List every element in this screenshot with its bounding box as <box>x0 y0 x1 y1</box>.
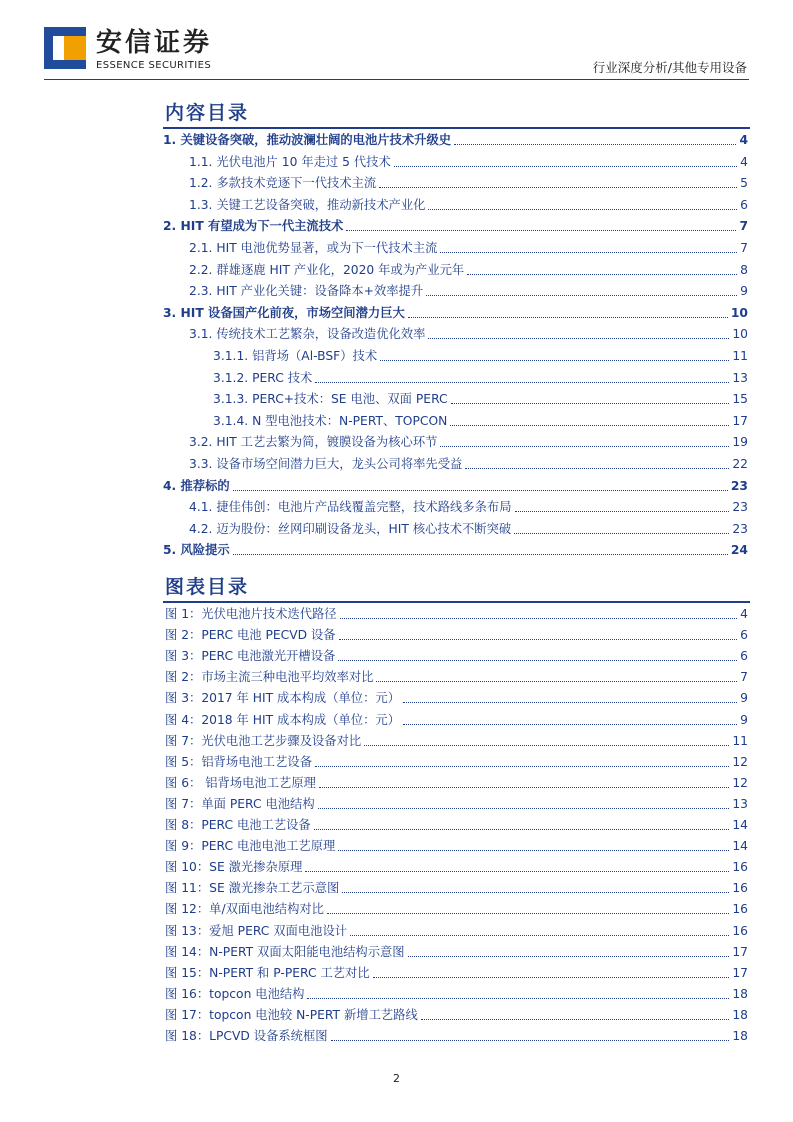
toc-entry-page: 24 <box>730 543 748 558</box>
figure-entry-label: 图 6： 铝背场电池工艺原理 <box>165 775 316 790</box>
figure-entry-page: 7 <box>740 670 748 685</box>
toc-entry-label: 2.3. HIT 产业化关键：设备降本+效率提升 <box>189 284 424 299</box>
dot-leader <box>454 144 736 145</box>
toc-entry-label: 1.2. 多款技术竞逐下一代技术主流 <box>189 176 377 191</box>
figure-entry-label: 图 2：PERC 电池 PECVD 设备 <box>165 628 336 643</box>
figure-entry-label: 图 15：N-PERT 和 P-PERC 工艺对比 <box>165 965 370 980</box>
dot-leader <box>233 490 728 491</box>
figure-entry-label: 图 18：LPCVD 设备系统框图 <box>165 1029 328 1043</box>
toc-entry-page: 4 <box>739 133 748 147</box>
dot-leader <box>338 850 729 851</box>
dot-leader <box>467 274 737 275</box>
dot-leader <box>307 998 729 999</box>
toc-entry[interactable] <box>163 497 748 515</box>
dot-leader <box>315 382 729 383</box>
dot-leader <box>451 403 730 404</box>
figure-entry-page: 6 <box>740 628 748 643</box>
figure-entry-page: 9 <box>740 712 748 727</box>
toc-entry-page: 7 <box>740 241 748 255</box>
dot-leader <box>465 468 729 469</box>
dot-leader <box>319 787 729 788</box>
figure-entry[interactable] <box>163 731 748 749</box>
dot-leader <box>364 745 729 746</box>
dot-leader <box>318 808 730 809</box>
figure-entry[interactable] <box>163 794 748 812</box>
toc-entry-label: 3.1.4. N 型电池技术：N-PERT、TOPCON <box>213 413 448 428</box>
figure-entry-label: 图 4：2018 年 HIT 成本构成（单位：元） <box>165 712 400 727</box>
logo-english-name: ESSENCE SECURITIES <box>96 60 212 71</box>
page-header <box>0 0 793 80</box>
figure-entry-page: 9 <box>740 691 748 706</box>
toc-entry[interactable] <box>163 216 748 234</box>
toc-entry-label: 3. HIT 设备国产化前夜，市场空间潜力巨大 <box>163 305 405 320</box>
figure-entry[interactable] <box>163 710 748 728</box>
figure-entry-label: 图 11：SE 激光掺杂工艺示意图 <box>165 881 340 896</box>
toc-entry[interactable] <box>163 454 748 472</box>
logo-chinese-name: 安信证券 <box>96 28 213 58</box>
toc-entry[interactable] <box>163 476 748 494</box>
dot-leader <box>450 425 729 426</box>
toc-entry-label: 3.1.1. 铝背场（Al-BSF）技术 <box>213 349 378 363</box>
toc-entry-page: 23 <box>730 478 748 493</box>
dot-leader <box>305 871 729 872</box>
toc-entry-label: 3.1. 传统技术工艺繁杂，设备改造优化效率 <box>189 327 426 342</box>
figure-entry-page: 16 <box>732 902 748 917</box>
figure-entry-page: 14 <box>732 818 748 832</box>
toc-entry-label: 4.2. 迈为股份：丝网印刷设备龙头，HIT 核心技术不断突破 <box>189 521 512 536</box>
dot-leader <box>426 295 737 296</box>
figure-entry-page: 16 <box>732 923 748 938</box>
toc-entry[interactable] <box>163 346 748 364</box>
dot-leader <box>440 446 729 447</box>
toc-entry-label: 2.1. HIT 电池优势显著，或为下一代技术主流 <box>189 241 438 255</box>
toc-entry-label: 3.1.2. PERC 技术 <box>213 370 313 385</box>
essence-logo-icon <box>44 27 86 69</box>
toc-entry-label: 3.1.3. PERC+技术：SE 电池、双面 PERC <box>213 392 448 407</box>
figure-entry-label: 图 10：SE 激光掺杂原理 <box>165 860 303 875</box>
figure-entry-label: 图 1：光伏电池片技术迭代路径 <box>165 607 337 621</box>
figure-entry[interactable] <box>163 857 748 875</box>
figure-entry[interactable] <box>163 752 748 770</box>
figure-entry-label: 图 16：topcon 电池结构 <box>165 986 305 1001</box>
dot-leader <box>373 977 730 978</box>
toc-entry-page: 8 <box>740 262 748 277</box>
dot-leader <box>440 252 737 253</box>
dot-leader <box>380 360 729 361</box>
toc-entry-page: 6 <box>740 197 748 212</box>
dot-leader <box>403 702 737 703</box>
figure-entry[interactable] <box>163 1026 748 1044</box>
toc-entry[interactable] <box>163 368 748 386</box>
toc-entry-page: 5 <box>740 176 748 191</box>
toc-entry-page: 15 <box>732 392 748 407</box>
figure-entry-label: 图 5：铝背场电池工艺设备 <box>165 754 312 769</box>
toc-entry[interactable] <box>163 173 748 191</box>
figure-entry-page: 18 <box>732 986 748 1001</box>
figure-entry-page: 18 <box>732 1029 748 1043</box>
toc-entry[interactable] <box>163 195 748 213</box>
dot-leader <box>340 618 738 619</box>
dot-leader <box>515 511 730 512</box>
toc-entry-page: 23 <box>732 521 748 536</box>
toc-entry[interactable] <box>163 130 748 148</box>
figure-entry-label: 图 17：topcon 电池较 N-PERT 新增工艺路线 <box>165 1007 418 1022</box>
dot-leader <box>408 317 728 318</box>
toc-entry-page: 4 <box>740 154 748 169</box>
dot-leader <box>339 639 738 640</box>
toc-entry-label: 2.2. 群雄逐鹿 HIT 产业化，2020 年或为产业元年 <box>189 262 465 277</box>
figure-entry-label: 图 14：N-PERT 双面太阳能电池结构示意图 <box>165 944 405 959</box>
dot-leader <box>428 338 729 339</box>
toc-entry-label: 3.3. 设备市场空间潜力巨大，龙头公司将率先受益 <box>189 457 463 471</box>
dot-leader <box>376 681 737 682</box>
figure-entry-page: 16 <box>732 860 748 875</box>
figure-entry-label: 图 3：PERC 电池激光开槽设备 <box>165 649 336 664</box>
toc-entry-label: 1.1. 光伏电池片 10 年走过 5 代技术 <box>189 154 391 169</box>
figure-entry[interactable] <box>163 921 748 939</box>
dot-leader <box>331 1040 730 1041</box>
toc-entry-label: 3.2. HIT 工艺去繁为简，镀膜设备为核心环节 <box>189 435 438 450</box>
figure-entry-label: 图 12：单/双面电池结构对比 <box>165 902 324 917</box>
figure-entry[interactable] <box>163 773 748 791</box>
toc-entry[interactable] <box>163 432 748 450</box>
figure-entry-page: 16 <box>732 881 748 896</box>
figure-entry-label: 图 9：PERC 电池电池工艺原理 <box>165 839 336 854</box>
figure-entry-label: 图 7：单面 PERC 电池结构 <box>165 796 315 811</box>
page-number: 2 <box>393 1072 400 1085</box>
dot-leader <box>514 533 729 534</box>
dot-leader <box>428 209 737 210</box>
toc-entry-page: 17 <box>732 413 748 428</box>
toc-title-rule <box>163 127 750 129</box>
toc-entry-page: 13 <box>732 370 748 385</box>
dot-leader <box>233 554 728 555</box>
figure-entry[interactable] <box>163 604 748 622</box>
figure-entry-page: 12 <box>732 754 748 769</box>
toc-entry[interactable] <box>163 540 748 558</box>
dot-leader <box>394 166 737 167</box>
toc-entry-label: 4. 推荐标的 <box>163 478 230 493</box>
figure-entry-page: 17 <box>732 944 748 959</box>
dot-leader <box>327 913 729 914</box>
dot-leader <box>408 956 730 957</box>
dot-leader <box>350 935 729 936</box>
toc-entry[interactable] <box>163 389 748 407</box>
toc-entry-page: 7 <box>739 219 748 234</box>
figure-entry-label: 图 8：PERC 电池工艺设备 <box>165 818 311 832</box>
dot-leader <box>315 766 729 767</box>
figure-entry[interactable] <box>163 836 748 854</box>
figures-title-rule <box>163 601 750 603</box>
figure-entry[interactable] <box>163 942 748 960</box>
figure-entry-label: 图 13：爱旭 PERC 双面电池设计 <box>165 923 348 938</box>
toc-entry-page: 23 <box>732 500 748 515</box>
figure-entry-label: 图 3：2017 年 HIT 成本构成（单位：元） <box>165 691 400 706</box>
toc-entry-page: 11 <box>732 349 748 363</box>
toc-entry[interactable] <box>163 152 748 170</box>
toc-entry-page: 19 <box>732 435 748 450</box>
figure-entry[interactable] <box>163 878 748 896</box>
toc-entry-label: 4.1. 捷佳伟创：电池片产品线覆盖完整，技术路线多条布局 <box>189 500 512 515</box>
toc-entry[interactable] <box>163 411 748 429</box>
figure-entry[interactable] <box>163 688 748 706</box>
toc-title: 内容目录 <box>165 102 250 124</box>
figure-entry-page: 6 <box>740 649 748 664</box>
toc-entry-label: 1. 关键设备突破，推动波澜壮阔的电池片技术升级史 <box>163 133 452 147</box>
toc-entry[interactable] <box>163 519 748 537</box>
figure-entry-page: 12 <box>732 775 748 790</box>
figure-entry[interactable] <box>163 899 748 917</box>
toc-entry[interactable] <box>163 260 748 278</box>
dot-leader <box>379 187 737 188</box>
header-divider <box>44 79 749 80</box>
figure-entry[interactable] <box>163 963 748 981</box>
figure-entry[interactable] <box>163 1005 748 1023</box>
figure-entry-label: 图 7：光伏电池工艺步骤及设备对比 <box>165 733 362 748</box>
toc-entry-label: 2. HIT 有望成为下一代主流技术 <box>163 219 344 234</box>
toc-entry[interactable] <box>163 324 748 342</box>
report-category: 行业深度分析/其他专用设备 <box>592 60 747 75</box>
toc-entry[interactable] <box>163 238 748 256</box>
figure-entry[interactable] <box>163 646 748 664</box>
figure-entry[interactable] <box>163 984 748 1002</box>
toc-entry-page: 10 <box>730 305 748 320</box>
dot-leader <box>403 724 737 725</box>
toc-entry-label: 1.3. 关键工艺设备突破，推动新技术产业化 <box>189 197 426 212</box>
dot-leader <box>338 660 737 661</box>
figures-title: 图表目录 <box>165 576 250 598</box>
figure-entry[interactable] <box>163 667 748 685</box>
figure-entry[interactable] <box>163 815 748 833</box>
dot-leader <box>421 1019 730 1020</box>
figure-entry-page: 17 <box>732 965 748 980</box>
toc-entry-label: 5. 风险提示 <box>163 543 230 558</box>
figure-entry[interactable] <box>163 625 748 643</box>
toc-entry-page: 10 <box>732 327 748 342</box>
dot-leader <box>342 892 729 893</box>
figure-entry-page: 11 <box>732 733 748 748</box>
dot-leader <box>346 230 736 231</box>
figure-entry-label: 图 2：市场主流三种电池平均效率对比 <box>165 670 374 685</box>
figure-entry-page: 4 <box>740 607 748 621</box>
toc-entry[interactable] <box>163 281 748 299</box>
figure-entry-page: 14 <box>732 839 748 854</box>
toc-entry[interactable] <box>163 303 748 321</box>
figure-entry-page: 18 <box>732 1007 748 1022</box>
toc-entry-page: 22 <box>732 457 748 471</box>
dot-leader <box>314 829 730 830</box>
toc-entry-page: 9 <box>740 284 748 299</box>
figure-entry-page: 13 <box>732 796 748 811</box>
